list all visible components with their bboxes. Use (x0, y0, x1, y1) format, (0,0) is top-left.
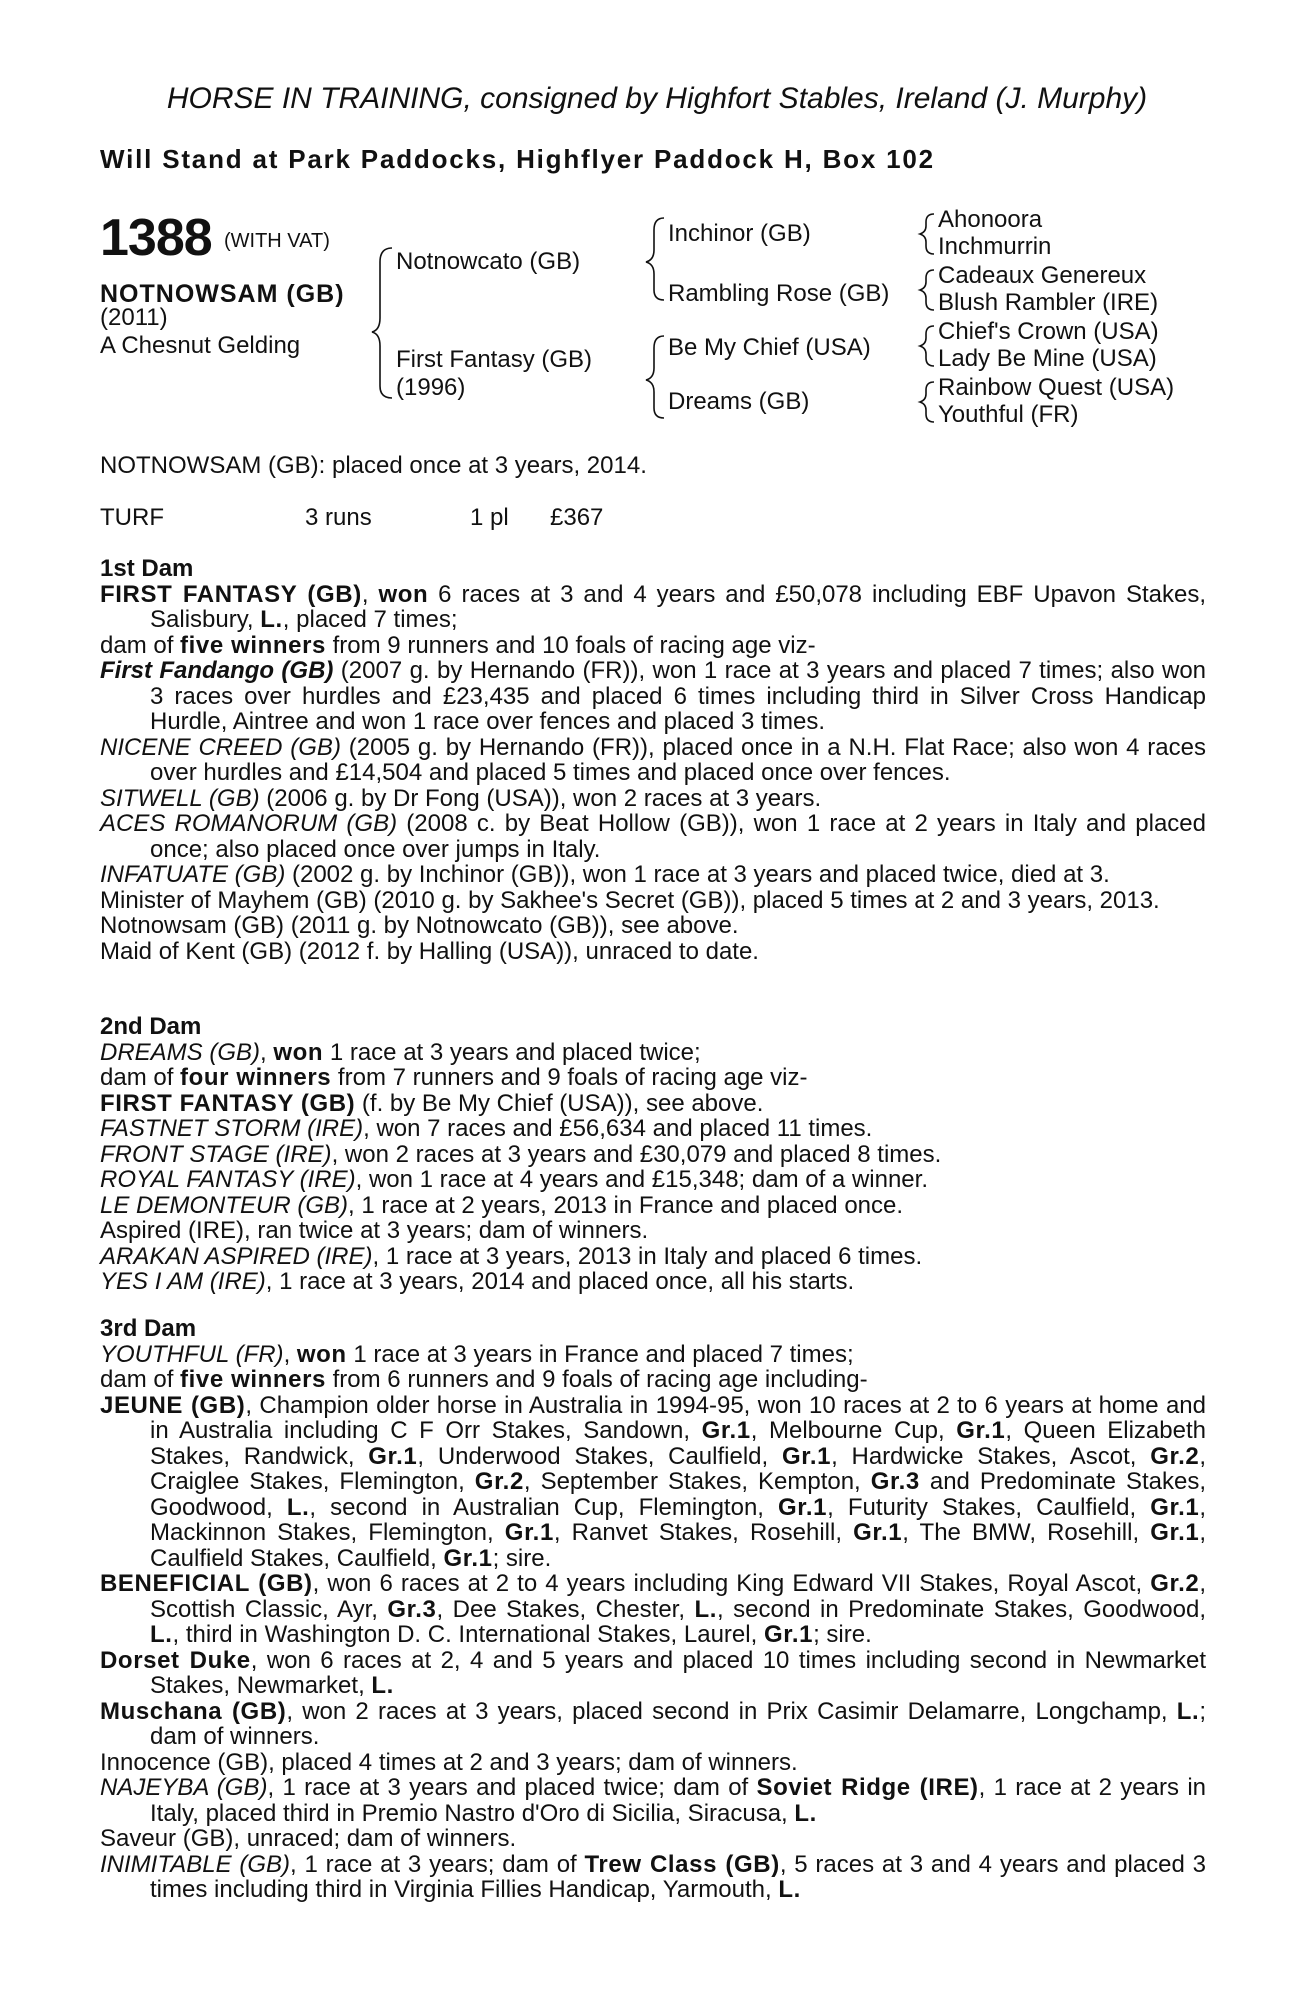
pedigree-ssd: Inchmurrin (938, 233, 1052, 260)
produce-aspired: Aspired (IRE), ran twice at 3 years; dam of winners. (100, 1217, 649, 1244)
second-dam-record: DREAMS (GB), won 1 race at 3 years and placed twice; (100, 1038, 701, 1066)
produce-inimitable: INIMITABLE (GB), 1 race at 3 years; dam of Trew Class (GB), 5 races at 3 and 4 years and placed 3 times including third in Virginia Fillies Handicap, Yarmouth, L. (100, 1850, 1206, 1903)
produce-sitwell: SITWELL (GB) (2006 g. by Dr Fong (USA)), won 2 races at 3 years. (100, 784, 822, 812)
produce-beneficial: BENEFICIAL (GB), won 6 races at 2 to 4 years including King Edward VII Stakes, Royal Ascot, Gr.2, Scottish Classic, Ayr, Gr.3, Dee Stakes, Chester, L., second in Predominate Stakes, Goodwood, L., third in Washington D. C. International Stakes, Laurel, Gr.1; sire. (100, 1570, 1206, 1648)
first-dam-heading: 1st Dam (100, 555, 194, 582)
pedigree-dam: First Fantasy (GB) (396, 346, 593, 373)
produce-minister-of-mayhem: Minister of Mayhem (GB) (2010 g. by Sakhee's Secret (GB)), placed 5 times at 2 and 3 years, 2013. (100, 886, 1160, 914)
pedigree-sds: Cadeaux Genereux (938, 262, 1147, 289)
pedigree-brace-sd (920, 270, 934, 310)
produce-nicene-creed: NICENE CREED (GB) (2005 g. by Hernando (FR)), placed once in a N.H. Flat Race; also won 4 races over hurdles and £14,504 and placed 5 times and placed once over fences. (100, 733, 1206, 786)
third-dam-heading: 3rd Dam (100, 1315, 197, 1342)
produce-muschana: Muschana (GB), won 2 races at 3 years, placed second in Prix Casimir Delamarre, Longchamp, L.; dam of winners. (100, 1697, 1206, 1750)
turf-label: TURF (100, 504, 164, 531)
produce-saveur: Saveur (GB), unraced; dam of winners. (100, 1825, 517, 1852)
lot-number: 1388 (100, 209, 212, 267)
produce-jeune: JEUNE (GB), Champion older horse in Australia in 1994-95, won 10 races at 2 to 6 years at home and in Australia including C F Orr Stakes, Sandown, Gr.1, Melbourne Cup, Gr.1, Queen Elizabeth Stakes, Randwick, Gr.1, Underwood Stakes, Caulfield, Gr.1, Hardwicke Stakes, Ascot, Gr.2, Craiglee Stakes, Flemington, Gr.2, September Stakes, Kempton, Gr.3 and Predominate Stakes, Goodwood, L., second in Australian Cup, Flemington, Gr.1, Futurity Stakes, Caulfield, Gr.1, Mackinnon Stakes, Flemington, Gr.1, Ranvet Stakes, Rosehill, Gr.1, The BMW, Rosehill, Gr.1, Caulfield Stakes, Caulfield, Gr.1; sire. (100, 1391, 1207, 1572)
pedigree-brace-ss (920, 214, 934, 254)
produce-fastnet-storm: FASTNET STORM (IRE), won 7 races and £56,634 and placed 11 times. (100, 1115, 873, 1142)
produce-arakan-aspired: ARAKAN ASPIRED (IRE), 1 race at 3 years, 2013 in Italy and placed 6 times. (100, 1242, 923, 1270)
produce-front-stage: FRONT STAGE (IRE), won 2 races at 3 years and £30,079 and placed 8 times. (100, 1140, 942, 1168)
race-summary: NOTNOWSAM (GB): placed once at 3 years, 2014. (100, 452, 647, 479)
pedigree-sss: Ahonoora (938, 206, 1043, 233)
horse-name: NOTNOWSAM (GB) (100, 280, 345, 308)
turf-placed: 1 pl (470, 504, 509, 531)
second-dam-heading: 2nd Dam (100, 1013, 202, 1040)
produce-first-fantasy: FIRST FANTASY (GB) (f. by Be My Chief (USA)), see above. (100, 1089, 764, 1117)
pedigree-dsd: Lady Be Mine (USA) (938, 345, 1157, 372)
pedigree-brace-sire (646, 218, 664, 300)
consignor-header: HORSE IN TRAINING, consigned by Highfort Stables, Ireland (J. Murphy) (166, 82, 1148, 115)
produce-le-demonteur: LE DEMONTEUR (GB), 1 race at 2 years, 2013 in France and placed once. (100, 1191, 904, 1219)
produce-first-fandango: First Fandango (GB) (2007 g. by Hernando (FR)), won 1 race at 3 years and placed 7 times; also won 3 races over hurdles and £23,435 and placed 6 times including third in Silver Cross Handicap Hurdle, Aintree and won 1 race over fences and placed 3 times. (100, 657, 1207, 735)
produce-dorset-duke: Dorset Duke, won 6 races at 2, 4 and 5 years and placed 10 times including second in Newmarket Stakes, Newmarket, L. (100, 1646, 1206, 1699)
first-dam-produce-summary: dam of five winners from 9 runners and 10 foals of racing age viz- (100, 631, 816, 659)
turf-earnings: £367 (550, 504, 604, 531)
produce-aces-romanorum: ACES ROMANORUM (GB) (2008 c. by Beat Hollow (GB)), won 1 race at 2 years in Italy and placed once; also placed once over jumps in Italy. (100, 810, 1206, 863)
produce-royal-fantasy: ROYAL FANTASY (IRE), won 1 race at 4 years and £15,348; dam of a winner. (100, 1166, 928, 1193)
pedigree-sd: Rambling Rose (GB) (668, 280, 890, 307)
produce-yes-i-am: YES I AM (IRE), 1 race at 3 years, 2014 and placed once, all his starts. (100, 1268, 855, 1295)
first-dam-record: FIRST FANTASY (GB), won 6 races at 3 and 4 years and £50,078 including EBF Upavon Stakes, Salisbury, L., placed 7 times; (100, 580, 1206, 633)
vat-note: (WITH VAT) (224, 230, 330, 252)
turf-runs: 3 runs (305, 504, 372, 531)
pedigree-ss: Inchinor (GB) (668, 220, 811, 247)
produce-infatuate: INFATUATE (GB) (2002 g. by Inchinor (GB)), won 1 race at 3 years and placed twice, died at 3. (100, 861, 1110, 888)
third-dam-produce-summary: dam of five winners from 6 runners and 9 foals of racing age including- (100, 1366, 868, 1393)
horse-year: (2011) (100, 304, 168, 331)
horse-description: A Chesnut Gelding (100, 332, 301, 359)
pedigree-sire: Notnowcato (GB) (396, 248, 581, 275)
pedigree-brace-dam (646, 336, 664, 418)
pedigree-brace-dd (920, 382, 934, 422)
produce-maid-of-kent: Maid of Kent (GB) (2012 f. by Halling (USA)), unraced to date. (100, 937, 759, 965)
pedigree-sdd: Blush Rambler (IRE) (938, 289, 1159, 316)
pedigree-brace-ds (920, 326, 934, 366)
stand-location: Will Stand at Park Paddocks, Highflyer Paddock H, Box 102 (100, 144, 935, 174)
pedigree-ds: Be My Chief (USA) (668, 334, 871, 361)
produce-notnowsam: Notnowsam (GB) (2011 g. by Notnowcato (GB)), see above. (100, 912, 739, 939)
pedigree-dam-year: (1996) (396, 374, 466, 401)
third-dam-section (100, 1316, 1206, 1903)
third-dam-record: YOUTHFUL (FR), won 1 race at 3 years in France and placed 7 times; (100, 1340, 854, 1368)
second-dam-produce-summary: dam of four winners from 7 runners and 9 foals of racing age viz- (100, 1064, 808, 1091)
pedigree-ddd: Youthful (FR) (938, 401, 1079, 428)
pedigree-dds: Rainbow Quest (USA) (938, 374, 1175, 401)
first-dam-section (100, 556, 1206, 964)
produce-innocence: Innocence (GB), placed 4 times at 2 and 3 years; dam of winners. (100, 1748, 798, 1776)
second-dam-section (100, 1014, 1206, 1295)
pedigree-dss: Chief's Crown (USA) (938, 318, 1159, 345)
produce-najeyba: NAJEYBA (GB), 1 race at 3 years and placed twice; dam of Soviet Ridge (IRE), 1 race at 2 years in Italy, placed third in Premio Nastro d'Oro di Sicilia, Siracusa, L. (100, 1774, 1206, 1827)
pedigree-brace-gen1 (372, 248, 392, 398)
pedigree-dd: Dreams (GB) (668, 388, 810, 415)
